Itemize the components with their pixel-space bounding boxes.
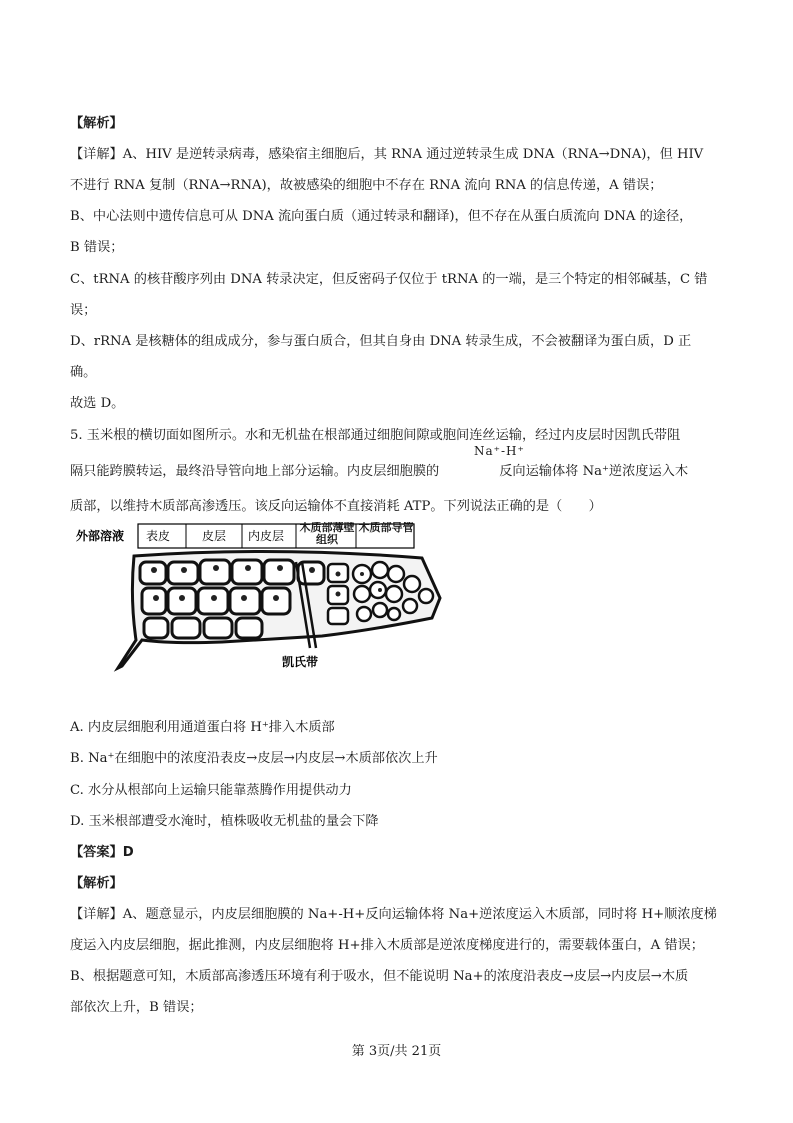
label-casparian-strip: 凯氏带 — [282, 655, 319, 669]
text-line: 确。 — [70, 365, 97, 380]
text-line: B 错误； — [70, 240, 124, 255]
text-line: 误； — [70, 303, 97, 318]
stem-part-b: 反向运输体将 Na⁺逆浓度运入木 — [499, 464, 689, 479]
label-xylem-vessel: 木质部导管 — [358, 522, 414, 534]
option-d: D. 玉米根部遭受水淹时，植株吸收无机盐的量会下降 — [70, 814, 379, 829]
text-line: B、中心法则中遗传信息可从 DNA 流向蛋白质（通过转录和翻译)，但不存在从蛋白质流向 DNA 的途径， — [70, 209, 693, 224]
option-a: A. 内皮层细胞利用通道蛋白将 H⁺排入木质部 — [70, 720, 335, 735]
option-b: B. Na⁺在细胞中的浓度沿表皮→皮层→内皮层→木质部依次上升 — [70, 751, 438, 766]
text-line: B、根据题意可知，木质部高渗透压环境有利于吸水，但不能说明 Na+的浓度沿表皮→皮层→内皮层→木质 — [70, 969, 689, 984]
text-line: 不进行 RNA 复制（RNA→RNA)，故被感染的细胞中不存在 RNA 流向 RNA 的信息传递，A 错误； — [70, 178, 663, 193]
jiexi-heading-1: 【解析】 — [70, 116, 123, 131]
text-line: 故选 D。 — [70, 396, 125, 411]
maize-root-cross-section-figure — [72, 518, 452, 678]
label-endodermis: 内皮层 — [248, 529, 285, 543]
label-xylem-parenchyma: 木质部薄壁组织 — [299, 522, 355, 546]
text-line: 【详解】A、题意显示，内皮层细胞膜的 Na+-H+反向运输体将 Na+逆浓度运入木质部，同时将 H+顺浓度梯 — [70, 907, 717, 922]
text-line: 【详解】A、HIV 是逆转录病毒，感染宿主细胞后，其 RNA 通过逆转录生成 DNA（RNA→DNA)，但 HIV — [70, 147, 704, 162]
text-line: 度运入内皮层细胞，据此推测，内皮层细胞将 H+排入木质部是逆浓度梯度进行的，需要载体蛋白，A 错误； — [70, 938, 704, 953]
answer-line: 【答案】D — [70, 845, 134, 860]
question-5-stem: 5. 玉米根的横切面如图所示。水和无机盐在根部通过细胞间隙或胞间连丝运输，经过内皮层时因凯氏带阻 — [70, 428, 681, 443]
label-epidermis: 表皮 — [146, 529, 171, 543]
jiexi-heading-2: 【解析】 — [70, 876, 123, 891]
na-h-antiporter-formula: Na⁺-H⁺ — [474, 444, 525, 458]
stem-part-a: 隔只能跨膜转运，最终沿导管向地上部分运输。内皮层细胞膜的 — [70, 464, 440, 479]
text-line: D、rRNA 是核糖体的组成成分，参与蛋白质合，但其自身由 DNA 转录生成，不会被翻译为蛋白质，D 正 — [70, 334, 692, 349]
label-cortex: 皮层 — [202, 529, 227, 543]
text-line: 部依次上升，B 错误； — [70, 1000, 203, 1015]
page-footer: 第 3页/共 21页 — [351, 1044, 442, 1059]
question-5-stem-2 — [70, 462, 688, 482]
option-c: C. 水分从根部向上运输只能靠蒸腾作用提供动力 — [70, 783, 352, 798]
label-external-solution: 外部溶液 — [76, 529, 125, 543]
question-5-stem-3: 质部，以维持木质部高渗透压。该反向运输体不直接消耗 ATP。下列说法正确的是（ ） — [70, 499, 602, 514]
text-line: C、tRNA 的核苷酸序列由 DNA 转录决定，但反密码子仅位于 tRNA 的一端，是三个特定的相邻碱基，C 错 — [70, 272, 708, 287]
